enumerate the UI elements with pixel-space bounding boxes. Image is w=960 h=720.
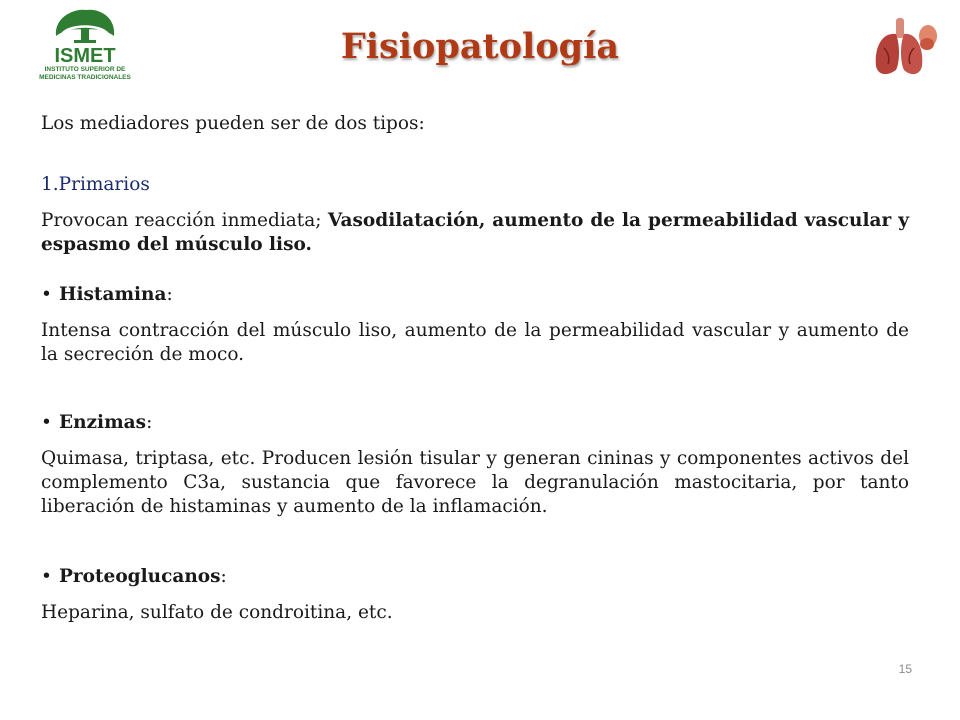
bullet-dot: •	[41, 284, 52, 305]
lungs-icon	[870, 14, 942, 80]
logo-subtitle-1: INSTITUTO SUPERIOR DE	[44, 66, 126, 73]
primary-desc-plain: Provocan reacción inmediata;	[41, 210, 328, 231]
bullet-histamina	[41, 283, 909, 307]
intro-text: Los mediadores pueden ser de dos tipos:	[41, 113, 425, 134]
bullet-proteoglucanos	[41, 565, 909, 589]
bullet-term: Proteoglucanos	[59, 566, 221, 587]
page-title: Fisiopatología	[340, 26, 620, 67]
bullet-suffix: :	[166, 284, 173, 305]
histamina-description: Intensa contracción del músculo liso, aumento de la permeabilidad vascular y aumento de la secreción de moco.	[41, 320, 909, 365]
bullet-dot: •	[41, 566, 52, 587]
enzimas-description: Quimasa, triptasa, etc. Producen lesión tisular y generan cininas y componentes activos del complemento C3a, sustancia que favorece la degranulación mastocitaria, por tanto liberación de histaminas y aumento de la inflamación.	[41, 448, 909, 517]
section-heading-primarios: 1.Primarios	[41, 174, 150, 195]
bullet-term: Histamina	[59, 284, 167, 305]
bullet-dot: •	[41, 412, 52, 433]
bullet-suffix: :	[220, 566, 227, 587]
primary-desc-bold: Vasodilatación, aumento de la permeabilidad vascular y espasmo del músculo liso.	[41, 210, 909, 255]
proteoglucanos-description: Heparina, sulfato de condroitina, etc.	[41, 602, 393, 623]
primary-description	[41, 209, 909, 257]
logo-text: ISMET	[54, 45, 116, 67]
logo-subtitle-2: MEDICINAS TRADICIONALES	[39, 74, 131, 81]
page-number: 15	[898, 662, 912, 676]
lungs-illustration	[870, 14, 942, 80]
bullet-suffix: :	[146, 412, 153, 433]
slide-content	[41, 112, 909, 625]
bullet-enzimas	[41, 411, 909, 435]
bullet-term: Enzimas	[59, 412, 147, 433]
